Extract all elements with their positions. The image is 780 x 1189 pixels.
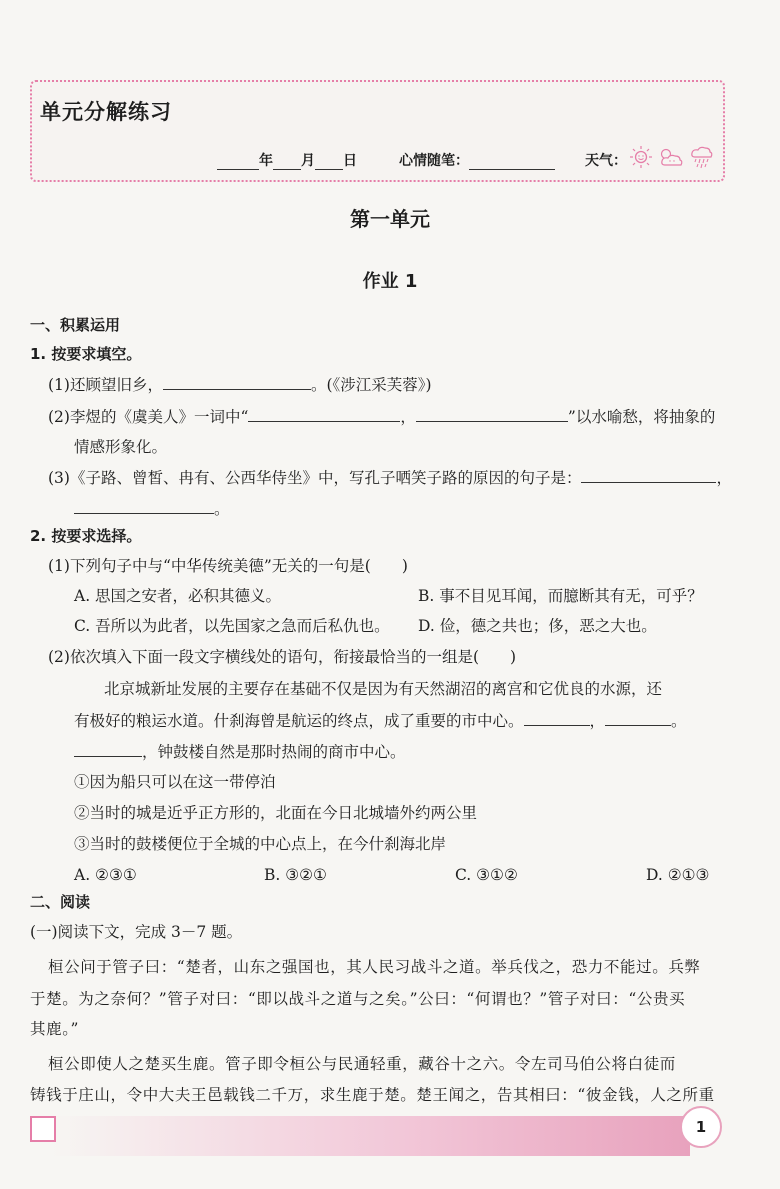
month-label: 月 bbox=[301, 153, 315, 169]
answer-b: B. ③②① bbox=[264, 866, 327, 884]
q2-option-c: C. 吾所以为此者，以先国家之急而后私仇也。 bbox=[74, 617, 390, 635]
choice-1: ①因为船只可以在这一带停泊 bbox=[74, 773, 276, 791]
header-box bbox=[30, 80, 725, 182]
header-title: 单元分解练习 bbox=[40, 100, 172, 124]
year-blank bbox=[217, 153, 259, 170]
q1-line1: (1)还顾望旧乡， 。(《涉江采芙蓉》) bbox=[48, 373, 432, 396]
date-line bbox=[217, 144, 715, 170]
homework-title: 作业 1 bbox=[362, 271, 418, 292]
year-label: 年 bbox=[259, 153, 273, 169]
text-line-2: 于楚。为之奈何？”管子对曰：“即以战斗之道与之矣。”公曰：“何谓也？”管子对曰：“公贵买 bbox=[30, 990, 686, 1008]
answer-blank bbox=[74, 497, 214, 514]
answer-blank bbox=[163, 373, 311, 390]
weather-icons bbox=[629, 144, 715, 170]
page-number: 1 bbox=[680, 1106, 722, 1148]
mood-label: 心情随笔： bbox=[399, 153, 469, 169]
q1-line2: (2)李煜的《虞美人》一词中“ ， ”以水喻愁，将抽象的 bbox=[48, 405, 715, 428]
answer-c: C. ③①② bbox=[455, 866, 518, 884]
sun-icon bbox=[629, 145, 653, 169]
answer-blank bbox=[248, 405, 400, 422]
rain-icon bbox=[689, 144, 715, 170]
q2-part1: (1)下列句子中与“中华传统美德”无关的一句是( ) bbox=[48, 557, 408, 575]
day-label: 日 bbox=[343, 153, 357, 169]
choice-3: ③当时的鼓楼便位于全城的中心点上，在今什刹海北岸 bbox=[74, 835, 447, 853]
text-line-5: 铸钱于庄山，令中大夫王邑载钱二千万，求生鹿于楚。楚王闻之，告其相曰：“彼金钱，人之所重 bbox=[30, 1086, 715, 1104]
answer-a: A. ②③① bbox=[74, 866, 137, 884]
q1-stem: 1. 按要求填空。 bbox=[30, 345, 142, 363]
section1-title: 一、积累运用 bbox=[30, 316, 121, 334]
text-line-3: 其鹿。” bbox=[30, 1020, 80, 1038]
q2-stem: 2. 按要求选择。 bbox=[30, 527, 142, 545]
answer-blank bbox=[74, 740, 142, 757]
passage-line2: 有极好的粮运水道。什刹海曾是航运的终点，成了重要的市中心。 ， 。 bbox=[74, 709, 687, 732]
cloudy-icon bbox=[657, 145, 685, 169]
mood-blank bbox=[469, 153, 555, 170]
q2-option-b: B. 事不目见耳闻，而臆断其有无，可乎？ bbox=[418, 587, 703, 605]
answer-blank bbox=[524, 709, 590, 726]
q2-option-a: A. 思国之安者，必积其德义。 bbox=[74, 587, 282, 605]
q1-line2-cont: 情感形象化。 bbox=[74, 438, 168, 456]
text-line-4: 桓公即使人之楚买生鹿。管子即令桓公与民通轻重，藏谷十之六。令左司马伯公将白徒而 bbox=[48, 1055, 676, 1073]
choice-2: ②当时的城是近乎正方形的，北面在今日北城墙外约两公里 bbox=[74, 804, 478, 822]
footer-band bbox=[50, 1116, 690, 1156]
answer-d: D. ②①③ bbox=[646, 866, 710, 884]
passage-line1: 北京城新址发展的主要存在基础不仅是因为有天然湖沼的离宫和它优良的水源，还 bbox=[104, 680, 663, 698]
month-blank bbox=[273, 153, 301, 170]
answer-blank bbox=[605, 709, 671, 726]
passage-line3: ，钟鼓楼自然是那时热闹的商市中心。 bbox=[74, 740, 406, 763]
reading-sub-title: (一)阅读下文，完成 3－7 题。 bbox=[30, 923, 243, 941]
day-blank bbox=[315, 153, 343, 170]
footer-square bbox=[30, 1116, 56, 1142]
unit-title: 第一单元 bbox=[350, 207, 430, 231]
q2-part2: (2)依次填入下面一段文字横线处的语句，衔接最恰当的一组是( ) bbox=[48, 648, 517, 666]
section2-title: 二、阅读 bbox=[30, 893, 91, 911]
weather-label: 天气： bbox=[585, 153, 627, 169]
answer-blank bbox=[416, 405, 568, 422]
q1-line3: (3)《子路、曾皙、冉有、公西华侍坐》中，写孔子哂笑子路的原因的句子是： ， bbox=[48, 466, 732, 489]
q2-option-d: D. 俭，德之共也；侈，恶之大也。 bbox=[418, 617, 657, 635]
q1-line3-cont: 。 bbox=[74, 497, 230, 520]
text-line-1: 桓公问于管子曰：“楚者，山东之强国也，其人民习战斗之道。举兵伐之，恐力不能过。兵弊 bbox=[48, 958, 701, 976]
answer-blank bbox=[581, 466, 716, 483]
